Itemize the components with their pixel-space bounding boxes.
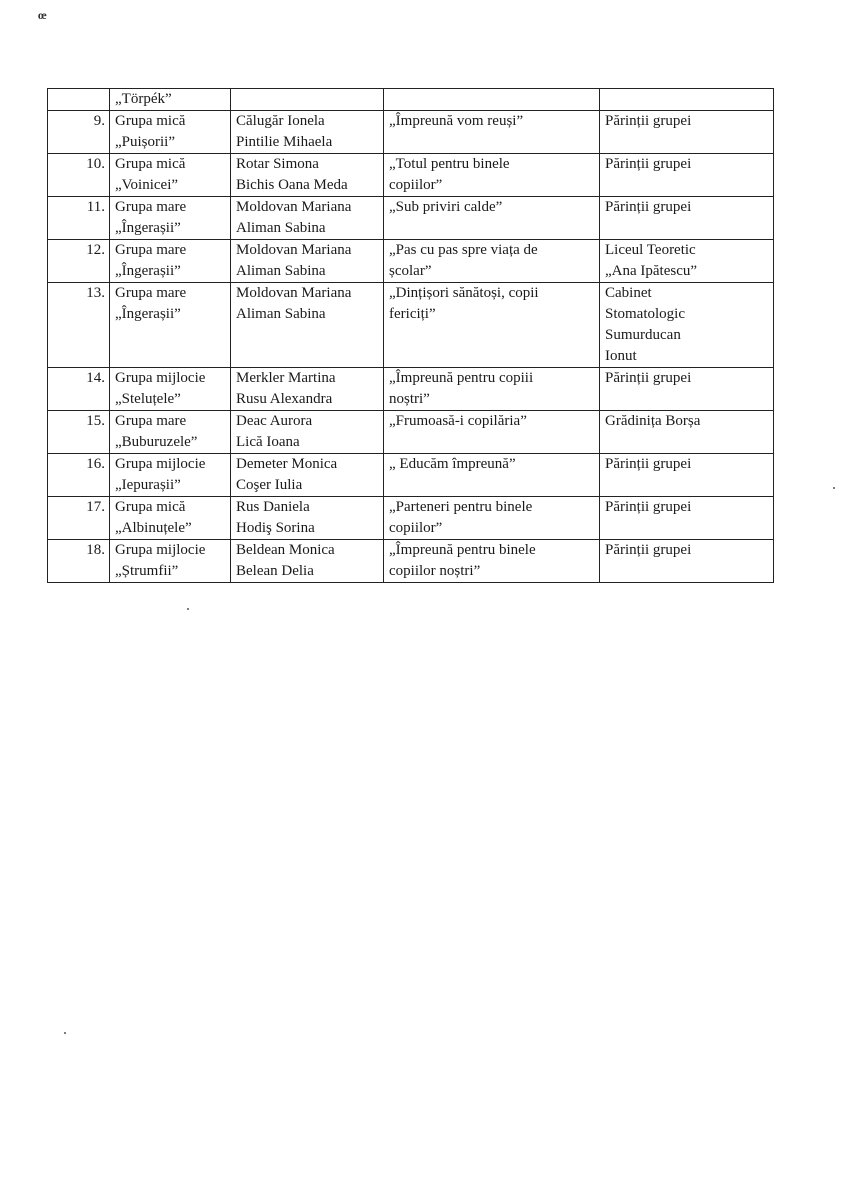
row-number-cell: 9.	[48, 111, 110, 154]
educators-cell-line: Pintilie Mihaela	[236, 134, 333, 150]
partner-cell-line: „Ana Ipătescu”	[605, 263, 698, 279]
group-cell-line: Grupa mică	[115, 156, 186, 172]
partner-cell-line: Părinții grupei	[605, 156, 692, 172]
partner-cell-line: Părinții grupei	[605, 199, 692, 215]
project-cell-line	[389, 89, 595, 110]
group-cell-line: Grupa mare	[115, 199, 187, 215]
project-cell-line: copiilor”	[389, 177, 443, 193]
partner-cell	[600, 411, 774, 454]
educators-cell-line: Moldovan Mariana	[236, 285, 352, 301]
table-row	[48, 497, 774, 540]
row-number-cell	[48, 89, 110, 111]
educators-cell	[231, 540, 384, 583]
partner-cell-line: Stomatologic	[605, 306, 685, 322]
partner-cell-line: Părinții grupei	[605, 370, 692, 386]
project-cell-line: „Parteneri pentru binele	[389, 499, 533, 515]
educators-cell	[231, 497, 384, 540]
educators-cell-line: Călugăr Ionela	[236, 113, 325, 129]
partner-cell	[600, 497, 774, 540]
partner-cell-line: Părinții grupei	[605, 542, 692, 558]
educators-cell-line: Aliman Sabina	[236, 220, 326, 236]
educators-cell-line: Aliman Sabina	[236, 263, 326, 279]
row-number-cell: 12.	[48, 240, 110, 283]
project-cell	[384, 411, 600, 454]
educators-cell-line: Merkler Martina	[236, 370, 336, 386]
scan-speck	[187, 608, 189, 610]
educators-cell-line	[236, 89, 379, 110]
educators-cell-line: Demeter Monica	[236, 456, 338, 472]
educators-cell-line: Bichis Oana Meda	[236, 177, 348, 193]
educators-cell-line: Rusu Alexandra	[236, 391, 333, 407]
project-cell	[384, 154, 600, 197]
group-cell-line: Grupa mijlocie	[115, 370, 206, 386]
partner-cell	[600, 89, 774, 111]
group-cell-line: Grupa mare	[115, 285, 187, 301]
educators-cell	[231, 154, 384, 197]
educators-cell	[231, 111, 384, 154]
project-cell	[384, 89, 600, 111]
group-cell-line: Grupa mare	[115, 242, 187, 258]
group-cell-line: „Albinuțele”	[115, 520, 192, 536]
table-row	[48, 89, 774, 111]
group-cell-line: Grupa mică	[115, 113, 186, 129]
educators-cell-line: Moldovan Mariana	[236, 242, 352, 258]
group-cell-line: „Iepurașii”	[115, 477, 181, 493]
partner-cell-line: Liceul Teoretic	[605, 242, 696, 258]
group-cell	[110, 497, 231, 540]
group-cell	[110, 540, 231, 583]
educators-cell-line: Moldovan Mariana	[236, 199, 352, 215]
project-cell-line: copiilor”	[389, 520, 443, 536]
group-cell	[110, 111, 231, 154]
group-cell-line: „Ștrumfii”	[115, 563, 179, 579]
project-cell-line: noștri”	[389, 391, 430, 407]
table-row	[48, 411, 774, 454]
partner-cell-line	[605, 89, 769, 110]
partner-cell-line: Grădinița Borșa	[605, 413, 701, 429]
project-cell	[384, 240, 600, 283]
project-cell-line: „Sub priviri calde”	[389, 199, 503, 215]
project-cell	[384, 540, 600, 583]
educators-cell-line: Deac Aurora	[236, 413, 313, 429]
group-cell-line: „Îngerașii”	[115, 306, 181, 322]
group-cell	[110, 283, 231, 368]
group-cell	[110, 89, 231, 111]
project-cell-line: „Totul pentru binele	[389, 156, 510, 172]
educators-cell	[231, 197, 384, 240]
row-number-cell: 15.	[48, 411, 110, 454]
project-cell	[384, 197, 600, 240]
partner-cell	[600, 368, 774, 411]
partner-cell-line: Părinții grupei	[605, 456, 692, 472]
project-cell	[384, 497, 600, 540]
group-cell	[110, 368, 231, 411]
row-number-cell: 13.	[48, 283, 110, 368]
group-cell-line: „Îngerașii”	[115, 263, 181, 279]
row-number-cell: 10.	[48, 154, 110, 197]
educators-cell-line: Rotar Simona	[236, 156, 319, 172]
group-cell-line: „Törpék”	[115, 91, 172, 107]
project-cell-line: „ Educăm împreună”	[389, 456, 516, 472]
table-row	[48, 197, 774, 240]
educators-cell	[231, 368, 384, 411]
educators-cell	[231, 240, 384, 283]
partner-cell	[600, 111, 774, 154]
group-cell	[110, 454, 231, 497]
project-cell-line: „Frumoasă-i copilăria”	[389, 413, 527, 429]
group-cell-line: Grupa mijlocie	[115, 456, 206, 472]
partner-cell	[600, 154, 774, 197]
table-body	[48, 89, 774, 583]
table-row	[48, 540, 774, 583]
educators-cell-line: Hodiş Sorina	[236, 520, 315, 536]
project-cell-line: „Împreună pentru copiii	[389, 370, 534, 386]
partner-cell	[600, 283, 774, 368]
educators-cell-line: Lică Ioana	[236, 434, 300, 450]
group-cell-line: „Voinicei”	[115, 177, 179, 193]
partner-cell	[600, 540, 774, 583]
group-cell	[110, 154, 231, 197]
partner-cell-line: Ionut	[605, 348, 637, 364]
educators-cell-line: Coşer Iulia	[236, 477, 303, 493]
project-cell-line: „Dințișori sănătoși, copii	[389, 285, 539, 301]
table-row	[48, 240, 774, 283]
project-cell-line: „Împreună vom reuși”	[389, 113, 524, 129]
group-cell-line: Grupa mică	[115, 499, 186, 515]
table-row	[48, 368, 774, 411]
project-cell-line: școlar”	[389, 263, 432, 279]
group-cell-line: „Buburuzele”	[115, 434, 198, 450]
partner-cell-line: Cabinet	[605, 285, 652, 301]
group-cell-line: Grupa mijlocie	[115, 542, 206, 558]
partner-cell	[600, 240, 774, 283]
row-number-cell: 14.	[48, 368, 110, 411]
table-row	[48, 454, 774, 497]
table-row	[48, 154, 774, 197]
table-row	[48, 283, 774, 368]
group-cell	[110, 411, 231, 454]
project-cell-line: „Pas cu pas spre viața de	[389, 242, 538, 258]
group-cell-line: Grupa mare	[115, 413, 187, 429]
group-cell	[110, 240, 231, 283]
partner-cell	[600, 454, 774, 497]
scan-speck	[64, 1032, 66, 1034]
educators-cell	[231, 89, 384, 111]
partner-cell-line: Sumurducan	[605, 327, 681, 343]
project-cell-line: fericiți”	[389, 306, 436, 322]
project-cell	[384, 368, 600, 411]
project-cell	[384, 283, 600, 368]
educators-cell-line: Aliman Sabina	[236, 306, 326, 322]
group-cell	[110, 197, 231, 240]
group-cell-line: „Îngerașii”	[115, 220, 181, 236]
scan-mark: œ	[38, 8, 47, 22]
scan-speck	[833, 487, 835, 489]
project-cell	[384, 454, 600, 497]
project-cell-line: copiilor noștri”	[389, 563, 481, 579]
educators-cell-line: Beldean Monica	[236, 542, 335, 558]
educators-cell-line: Belean Delia	[236, 563, 314, 579]
row-number-cell: 16.	[48, 454, 110, 497]
educators-cell	[231, 411, 384, 454]
group-cell-line: „Steluțele”	[115, 391, 181, 407]
educators-cell	[231, 283, 384, 368]
educators-cell-line: Rus Daniela	[236, 499, 310, 515]
project-cell-line: „Împreună pentru binele	[389, 542, 536, 558]
partnership-table	[47, 88, 774, 583]
partner-cell-line: Părinții grupei	[605, 113, 692, 129]
table-row	[48, 111, 774, 154]
educators-cell	[231, 454, 384, 497]
project-cell	[384, 111, 600, 154]
row-number-cell: 11.	[48, 197, 110, 240]
row-number-cell: 18.	[48, 540, 110, 583]
partner-cell	[600, 197, 774, 240]
row-number-cell: 17.	[48, 497, 110, 540]
group-cell-line: „Puișorii”	[115, 134, 175, 150]
partner-cell-line: Părinții grupei	[605, 499, 692, 515]
